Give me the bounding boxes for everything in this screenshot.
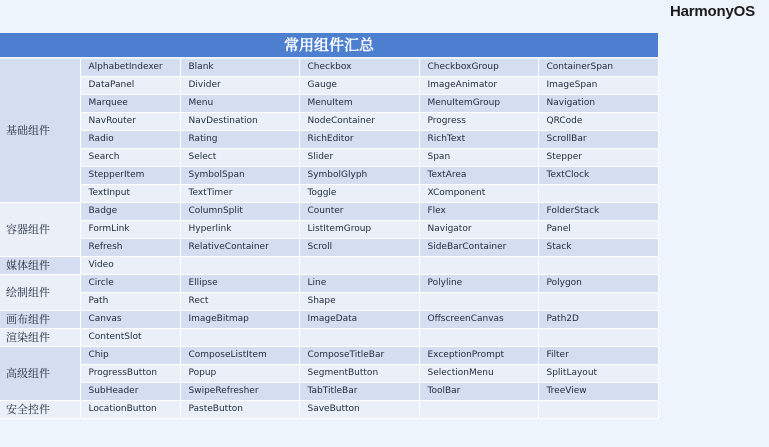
category-label: 绘制组件 [0, 275, 80, 311]
component-cell [538, 185, 658, 203]
table-row [0, 257, 658, 275]
component-cell [419, 257, 538, 275]
component-cell: Hyperlink [180, 221, 299, 239]
table-row [0, 167, 658, 185]
component-cell: SplitLayout [538, 365, 658, 383]
component-cell [538, 401, 658, 419]
component-cell: Progress [419, 113, 538, 131]
component-cell: Radio [80, 131, 180, 149]
category-label: 高级组件 [0, 347, 80, 401]
category-label: 渲染组件 [0, 329, 80, 347]
component-cell: Gauge [299, 77, 419, 95]
table-row [0, 293, 658, 311]
component-cell: SubHeader [80, 383, 180, 401]
component-cell: MenuItem [299, 95, 419, 113]
category-label: 容器组件 [0, 203, 80, 257]
component-cell: TreeView [538, 383, 658, 401]
category-label: 基础组件 [0, 59, 80, 203]
table-row [0, 275, 658, 293]
component-cell: SelectionMenu [419, 365, 538, 383]
component-cell: Path2D [538, 311, 658, 329]
component-cell: Select [180, 149, 299, 167]
component-cell: Marquee [80, 95, 180, 113]
component-cell [538, 257, 658, 275]
component-cell [299, 257, 419, 275]
component-cell: ComposeTitleBar [299, 347, 419, 365]
component-cell: Navigation [538, 95, 658, 113]
component-cell: Filter [538, 347, 658, 365]
page-title: 常用组件汇总 [0, 33, 658, 57]
component-cell: Scroll [299, 239, 419, 257]
component-cell: TabTitleBar [299, 383, 419, 401]
harmonyos-logo: HarmonyOS [670, 3, 755, 20]
component-cell: SwipeRefresher [180, 383, 299, 401]
category-label: 安全控件 [0, 401, 80, 419]
component-cell: ImageBitmap [180, 311, 299, 329]
component-cell: Slider [299, 149, 419, 167]
component-cell: LocationButton [80, 401, 180, 419]
component-cell: FormLink [80, 221, 180, 239]
table-row [0, 95, 658, 113]
component-cell: ImageSpan [538, 77, 658, 95]
component-cell: Canvas [80, 311, 180, 329]
component-cell: CheckboxGroup [419, 59, 538, 77]
component-cell: Polygon [538, 275, 658, 293]
component-cell: RichEditor [299, 131, 419, 149]
component-cell: Ellipse [180, 275, 299, 293]
table-row [0, 113, 658, 131]
component-cell: Stepper [538, 149, 658, 167]
component-cell: Menu [180, 95, 299, 113]
table-row [0, 239, 658, 257]
component-cell: AlphabetIndexer [80, 59, 180, 77]
table-row [0, 149, 658, 167]
component-cell: Search [80, 149, 180, 167]
component-cell [180, 257, 299, 275]
component-cell [180, 329, 299, 347]
component-cell: Divider [180, 77, 299, 95]
component-cell: Rating [180, 131, 299, 149]
component-cell: SymbolGlyph [299, 167, 419, 185]
component-cell: ScrollBar [538, 131, 658, 149]
table-row [0, 347, 658, 365]
component-cell: TextClock [538, 167, 658, 185]
component-cell: Circle [80, 275, 180, 293]
component-cell: Counter [299, 203, 419, 221]
component-cell: Video [80, 257, 180, 275]
table-row [0, 59, 658, 77]
component-cell: ComposeListItem [180, 347, 299, 365]
component-cell: ImageData [299, 311, 419, 329]
component-cell: SideBarContainer [419, 239, 538, 257]
component-cell: Chip [80, 347, 180, 365]
component-cell: ContentSlot [80, 329, 180, 347]
component-cell: Span [419, 149, 538, 167]
table-row [0, 311, 658, 329]
component-cell: Shape [299, 293, 419, 311]
component-cell: Path [80, 293, 180, 311]
component-cell: OffscreenCanvas [419, 311, 538, 329]
component-cell: DataPanel [80, 77, 180, 95]
component-cell: RichText [419, 131, 538, 149]
category-label: 媒体组件 [0, 257, 80, 275]
component-cell: NodeContainer [299, 113, 419, 131]
component-cell: TextTimer [180, 185, 299, 203]
component-cell: ColumnSplit [180, 203, 299, 221]
component-cell: RelativeContainer [180, 239, 299, 257]
component-cell: Popup [180, 365, 299, 383]
component-cell: Refresh [80, 239, 180, 257]
component-cell: Rect [180, 293, 299, 311]
component-cell: NavDestination [180, 113, 299, 131]
table-row [0, 185, 658, 203]
table-row [0, 383, 658, 401]
table-row [0, 329, 658, 347]
component-cell [538, 329, 658, 347]
component-cell: Panel [538, 221, 658, 239]
table-row [0, 77, 658, 95]
component-cell: PasteButton [180, 401, 299, 419]
table-row [0, 221, 658, 239]
component-cell: ExceptionPrompt [419, 347, 538, 365]
component-cell: XComponent [419, 185, 538, 203]
component-cell [419, 401, 538, 419]
component-cell: Navigator [419, 221, 538, 239]
component-cell: Line [299, 275, 419, 293]
component-cell: SaveButton [299, 401, 419, 419]
component-cell: Toggle [299, 185, 419, 203]
component-cell: NavRouter [80, 113, 180, 131]
component-cell: Badge [80, 203, 180, 221]
component-cell: ListItemGroup [299, 221, 419, 239]
table-row [0, 131, 658, 149]
component-cell: SegmentButton [299, 365, 419, 383]
table-row [0, 203, 658, 221]
component-cell: Checkbox [299, 59, 419, 77]
table-row [0, 365, 658, 383]
category-label: 画布组件 [0, 311, 80, 329]
component-cell: ContainerSpan [538, 59, 658, 77]
component-cell: TextArea [419, 167, 538, 185]
component-cell: ToolBar [419, 383, 538, 401]
component-cell: ProgressButton [80, 365, 180, 383]
component-cell: ImageAnimator [419, 77, 538, 95]
component-cell: Stack [538, 239, 658, 257]
component-cell: Polyline [419, 275, 538, 293]
component-cell [419, 329, 538, 347]
component-cell: SymbolSpan [180, 167, 299, 185]
component-cell: MenuItemGroup [419, 95, 538, 113]
component-cell: FolderStack [538, 203, 658, 221]
component-cell: StepperItem [80, 167, 180, 185]
component-cell [299, 329, 419, 347]
component-cell: Blank [180, 59, 299, 77]
component-table [0, 59, 659, 419]
component-cell: Flex [419, 203, 538, 221]
component-cell: TextInput [80, 185, 180, 203]
component-cell [419, 293, 538, 311]
component-cell: QRCode [538, 113, 658, 131]
table-row [0, 401, 658, 419]
component-cell [538, 293, 658, 311]
